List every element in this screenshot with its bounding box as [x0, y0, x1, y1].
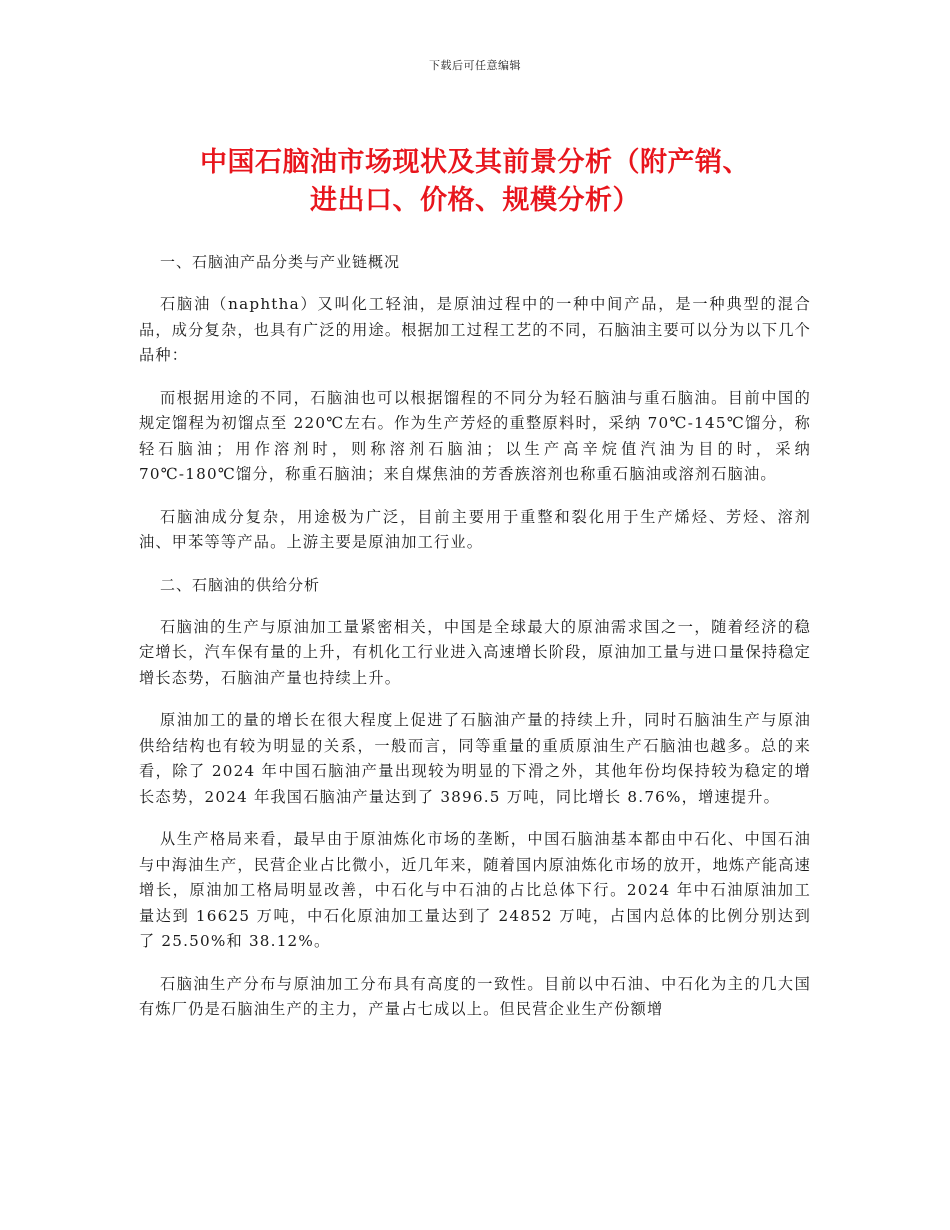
paragraph-7: 石脑油生产分布与原油加工分布具有高度的一致性。目前以中石油、中石化为主的几大国有炼厂仍是石脑油生产的主力，产量占七成以上。但民营企业生产份额增: [139, 974, 811, 1018]
paragraph-2: 而根据用途的不同，石脑油也可以根据馏程的不同分为轻石脑油与重石脑油。目前中国的规定馏程为初馏点至 220℃左右。作为生产芳烃的重整原料时，采纳 70℃-145℃馏分，称轻石脑油；用作溶剂时，则称溶剂石脑油；以生产高辛烷值汽油为目的时，采纳 70℃-180℃馏分，称重石脑油；来自煤焦油的芳香族溶剂也称重石脑油或溶剂石脑油。: [139, 388, 811, 483]
paragraph-6: 从生产格局来看，最早由于原油炼化市场的垄断，中国石脑油基本都由中石化、中国石油与中海油生产，民营企业占比微小，近几年来，随着国内原油炼化市场的放开，地炼产能高速增长，原油加工格局明显改善，中石化与中石油的占比总体下行。2024 年中石油原油加工量达到 16625 万吨，中石化原油加工量达到了 24852 万吨，占国内总体的比例分别达到了 25.50%和 38.12%。: [139, 830, 811, 950]
section-heading-1: 一、石脑油产品分类与产业链概况: [160, 253, 401, 271]
document-body: [139, 250, 811, 1040]
section-heading-2: 二、石脑油的供给分析: [160, 575, 321, 594]
paragraph-1: 石脑油（naphtha）又叫化工轻油，是原油过程中的一种中间产品，是一种典型的混合品，成分复杂，也具有广泛的用途。根据加工过程工艺的不同，石脑油主要可以分为以下几个品种：: [139, 295, 811, 364]
title-line-2: 进出口、价格、规模分析）: [310, 185, 640, 216]
title-line-1: 中国石脑油市场现状及其前景分析（附产销、: [200, 147, 750, 178]
paragraph-4: 石脑油的生产与原油加工量紧密相关，中国是全球最大的原油需求国之一，随着经济的稳定增长，汽车保有量的上升，有机化工行业进入高速增长阶段，原油加工量与进口量保持稳定增长态势，石脑油产量也持续上升。: [139, 617, 811, 687]
paragraph-5: 原油加工的量的增长在很大程度上促进了石脑油产量的持续上升，同时石脑油生产与原油供给结构也有较为明显的关系，一般而言，同等重量的重质原油生产石脑油也越多。总的来看，除了 2024 年中国石脑油产量出现较为明显的下滑之外，其他年份均保持较为稳定的增长态势，2024 年我国石脑油产量达到了 3896.5 万吨，同比增长 8.76%，增速提升。: [139, 711, 811, 806]
document-title: [130, 144, 820, 220]
header-note: 下载后可任意编辑: [429, 59, 521, 72]
paragraph-3: 石脑油成分复杂，用途极为广泛，目前主要用于重整和裂化用于生产烯烃、芳烃、溶剂油、甲苯等等产品。上游主要是原油加工行业。: [139, 507, 811, 551]
